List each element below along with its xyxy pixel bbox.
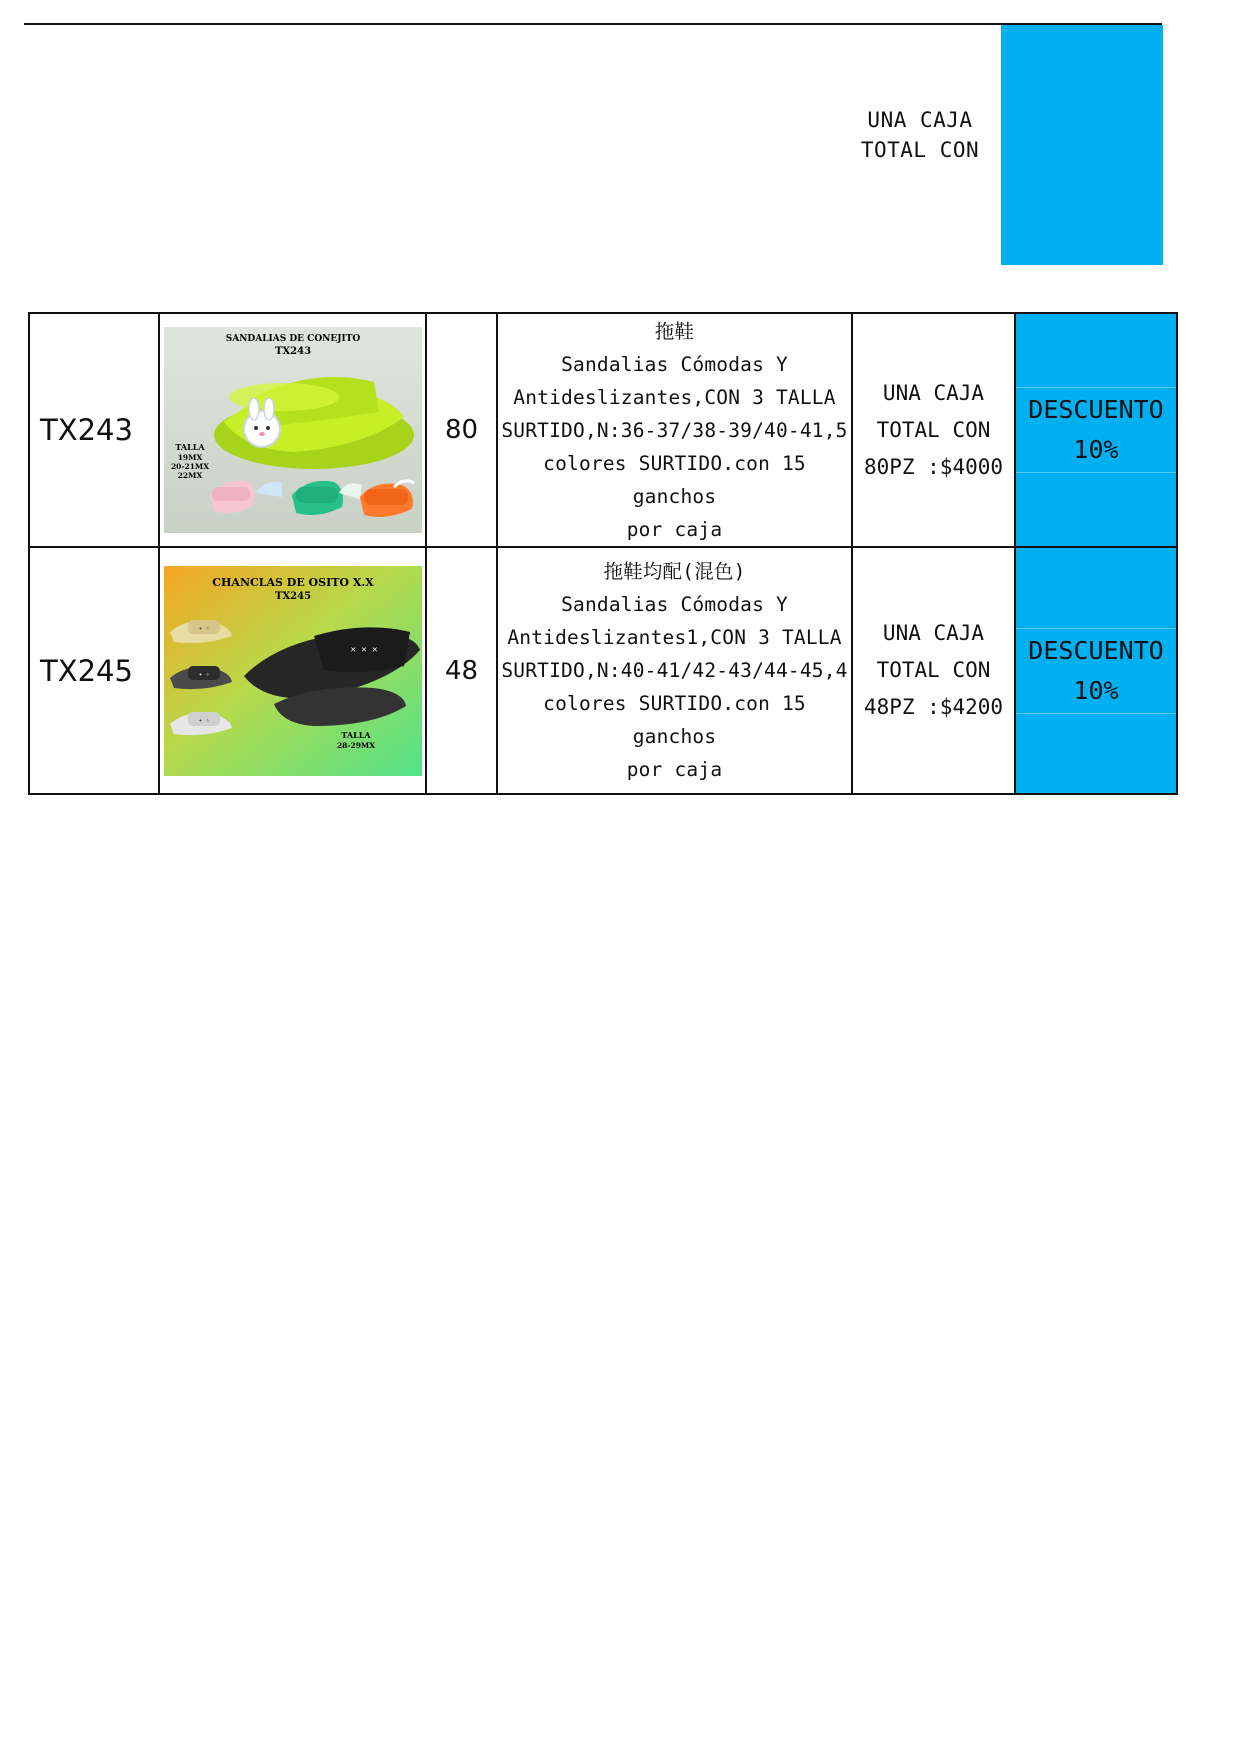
product-quantity: 48 xyxy=(426,547,497,794)
svg-text:✦ ✧: ✦ ✧ xyxy=(198,716,209,724)
product-image-slides-osito xyxy=(164,566,422,776)
image-size-1: 19MX xyxy=(177,453,202,462)
product-image-cell xyxy=(159,547,426,794)
price-text: UNA CAJA TOTAL CON 80PZ :$4000 xyxy=(863,380,1004,479)
product-discount xyxy=(1015,547,1177,794)
products-table xyxy=(28,312,1178,795)
product-quantity: 80 xyxy=(426,313,497,547)
product-image-cell xyxy=(159,313,426,547)
description-text: 拖鞋均配(混色) Sandalias Cómodas Y Antideslizantes1,CON 3 TALLA SURTIDO,N:40-41/42-43/44-45,4 colores SURTIDO.con 15 ganchos por caja xyxy=(501,560,848,781)
table-row xyxy=(29,313,1177,547)
discount-value: 10% xyxy=(1073,675,1119,705)
product-price xyxy=(852,547,1015,794)
discount-label: DESCUENTO xyxy=(1028,395,1164,424)
svg-text:✕ ✕ ✕: ✕ ✕ ✕ xyxy=(349,644,378,655)
header-blue-block xyxy=(1001,25,1163,265)
header-caja-text: UNA CAJA TOTAL CON xyxy=(860,108,980,162)
product-code: TX245 xyxy=(29,547,159,794)
product-description xyxy=(497,547,852,794)
image-title: SANDALIAS DE CONEJITO xyxy=(225,334,360,344)
discount-box xyxy=(1015,387,1177,473)
image-talla-label: TALLA xyxy=(174,442,205,452)
image-size-1: 28-29MX xyxy=(336,740,375,750)
description-text: 拖鞋 Sandalias Cómodas Y Antideslizantes,CON 3 TALLA SURTIDO,N:36-37/38-39/40-41,5 colores SURTIDO.con 15 ganchos por caja xyxy=(501,319,848,541)
svg-text:✦ ✧: ✦ ✧ xyxy=(198,624,209,632)
image-size-3: 22MX xyxy=(177,471,202,480)
price-text: UNA CAJA TOTAL CON 48PZ :$4200 xyxy=(863,621,1004,719)
image-talla-label: TALLA xyxy=(340,729,371,740)
product-code: TX243 xyxy=(29,313,159,547)
product-price xyxy=(852,313,1015,547)
image-size-2: 20-21MX xyxy=(170,462,209,471)
image-title: CHANCLAS DE OSITO X.X xyxy=(211,575,374,589)
svg-text:✦ ✧: ✦ ✧ xyxy=(198,670,209,678)
table-row xyxy=(29,547,1177,794)
discount-label: DESCUENTO xyxy=(1028,635,1164,665)
discount-value: 10% xyxy=(1073,435,1119,464)
product-description xyxy=(497,313,852,547)
image-code: TX245 xyxy=(274,590,311,602)
product-image-sandals-bunny xyxy=(164,327,422,533)
product-discount xyxy=(1015,313,1177,547)
discount-box xyxy=(1015,628,1177,714)
image-code: TX243 xyxy=(274,346,311,357)
top-rule xyxy=(24,23,1162,25)
